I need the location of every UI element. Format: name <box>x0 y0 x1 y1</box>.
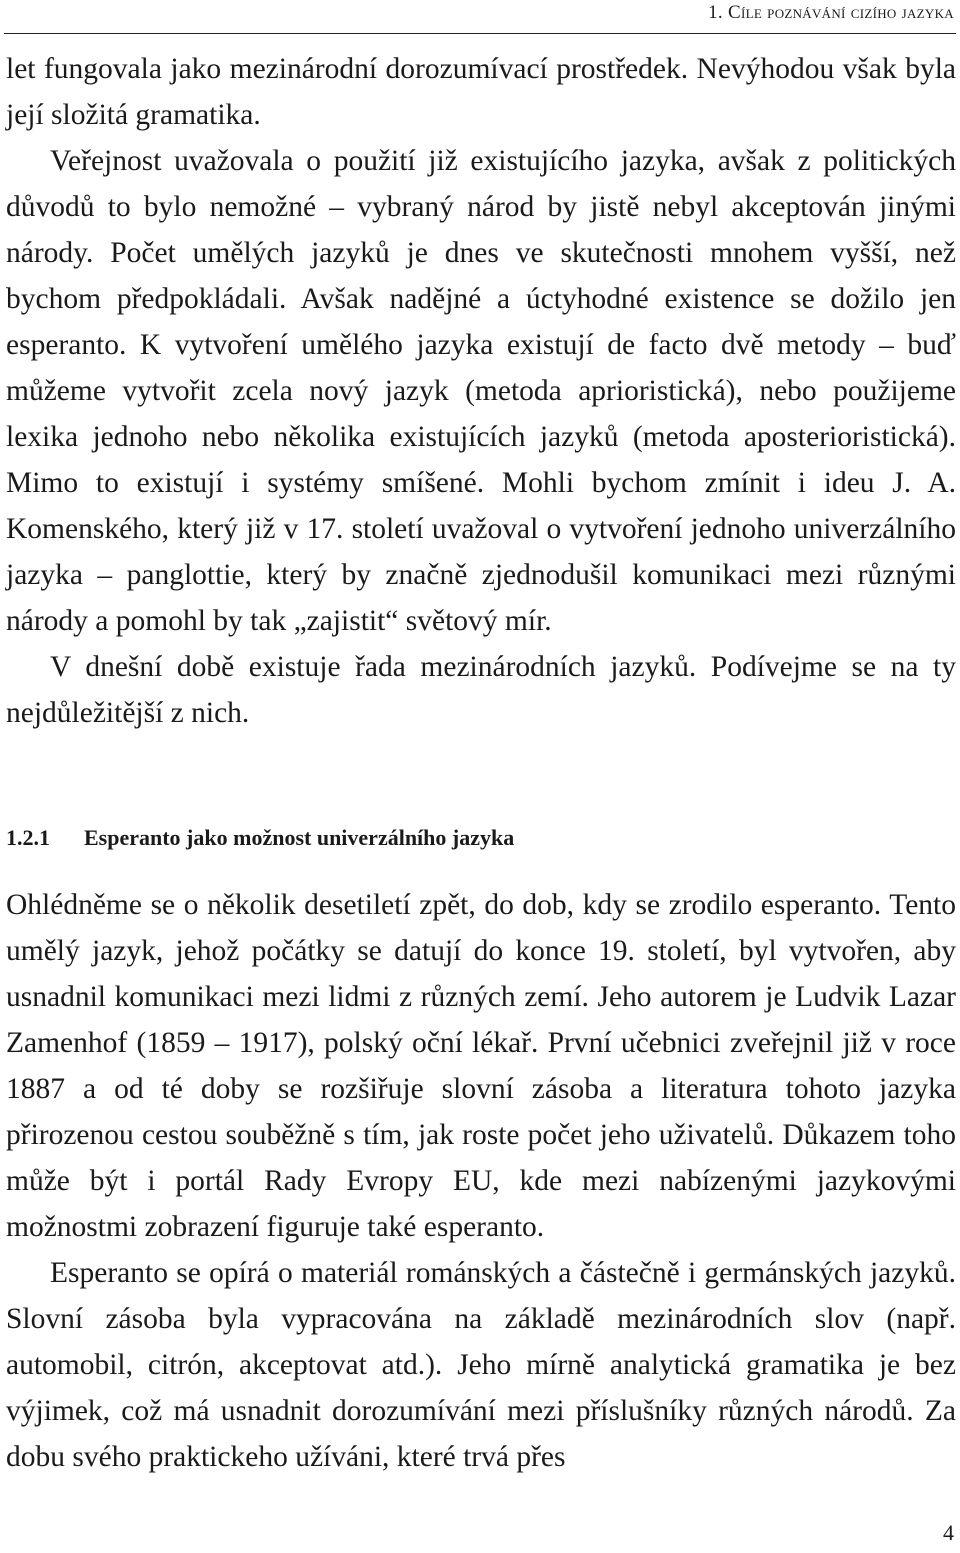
running-header: 1. Cíle poznávání cizího jazyka <box>708 2 954 23</box>
paragraph: let fungovala jako mezinárodní dorozumívací prostředek. Nevýhodou však byla její složitá gramatika. <box>6 53 956 131</box>
paragraph: Ohlédněme se o několik desetiletí zpět, do dob, kdy se zrodilo esperanto. Tento umělý jazyk, jehož počátky se datují do konce 19. století, byl vytvořen, aby usnadnil komunikaci mezi lidmi z různých zemí. Jeho autorem je Ludvik Lazar Zamenhof (1859 – 1917), polský oční lékař. První učebnici zveřejnil již v roce 1887 a od té doby se rozšiřuje slovní zásoba a literatura tohoto jazyka přirozenou cestou souběžně s tím, jak roste počet jeho uživatelů. Důkazem toho může být i portál Rady Evropy EU, kde mezi nabízenými jazykovými možnostmi zobrazení figuruje také esperanto. <box>6 889 956 1243</box>
paragraph: Veřejnost uvažovala o použití již existujícího jazyka, avšak z politických důvodů to bylo nemožné – vybraný národ by jistě nebyl akceptován jinými národy. Počet umělých jazyků je dnes ve skutečnosti mnohem vyšší, než bychom předpokládali. Avšak nadějné a úctyhodné existence se dožilo jen esperanto. K vytvoření umělého jazyka existují de facto dvě metody – buď můžeme vytvořit zcela nový jazyk (metoda aprioristická), nebo použijeme lexika jednoho nebo několika existujících jazyků (metoda aposterioristická). Mimo to existují i systémy smíšené. Mohli bychom zmínit i ideu J. A. Komenského, který již v 17. století uvažoval o vytvoření jednoho univerzálního jazyka – panglottie, který by značně zjednodušil komunikaci mezi různými národy a pomohl by tak „zajistit“ světový mír. <box>6 145 956 637</box>
paragraph: V dnešní době existuje řada mezinárodních jazyků. Podívejme se na ty nejdůležitější z nich. <box>6 651 956 729</box>
paragraph: Esperanto se opírá o materiál románských a částečně i germánských jazyků. Slovní zásoba byla vypracována na základě mezinárodních slov (např. automobil, citrón, akceptovat atd.). Jeho mírně analytická gramatika je bez výjimek, což má usnadnit dorozumívání mezi příslušníky různých národů. Za dobu svého praktickeho užíváni, které trvá přes <box>6 1257 956 1473</box>
subsection-title: Esperanto jako možnost univerzálního jazyka <box>84 825 515 850</box>
page-number: 4 <box>943 1520 954 1545</box>
subsection-number: 1.2.1 <box>6 825 50 850</box>
section-body-continued <box>6 46 956 736</box>
subsection-body <box>6 882 956 1480</box>
subsection-heading <box>6 820 956 856</box>
header-rule <box>4 33 956 34</box>
